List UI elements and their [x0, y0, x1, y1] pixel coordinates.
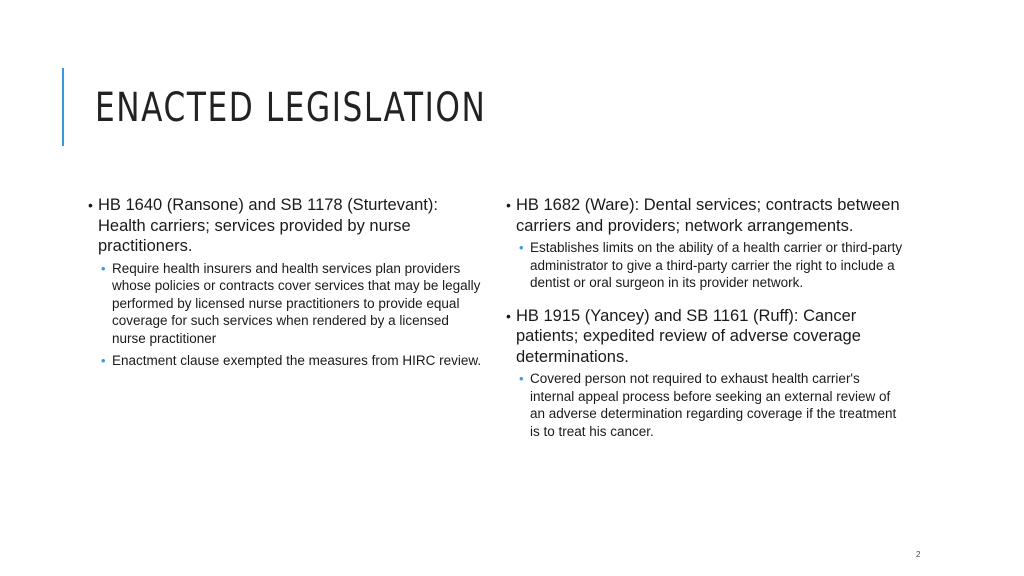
bill-detail — [86, 352, 486, 370]
bill-details — [504, 370, 904, 440]
bill-heading-text: HB 1640 (Ransone) and SB 1178 (Sturtevant): Health carriers; services provided by nurse practitioners. — [98, 196, 438, 255]
bill-heading — [86, 195, 486, 257]
bullet-icon: • — [519, 371, 524, 386]
bill-detail-text: Covered person not required to exhaust health carrier's internal appeal process before seeking an external review of an adverse determination regarding coverage if the treatment is to treat his cancer. — [530, 371, 897, 439]
bill-detail — [504, 239, 904, 292]
slide-title: ENACTED LEGISLATION — [95, 85, 487, 131]
bill-detail — [86, 260, 486, 348]
bullet-icon: • — [519, 240, 524, 255]
bill-detail-text: Enactment clause exempted the measures from HIRC review. — [112, 353, 482, 368]
left-column — [86, 195, 486, 384]
bill-heading-text: HB 1682 (Ware): Dental services; contracts between carriers and providers; network arrangements. — [516, 196, 900, 235]
bullet-icon: • — [101, 260, 106, 276]
bill-details — [504, 239, 904, 292]
bullet-icon: • — [506, 307, 511, 324]
bill-heading — [504, 306, 904, 368]
title-accent-bar — [62, 68, 64, 146]
bill-heading-text: HB 1915 (Yancey) and SB 1161 (Ruff): Cancer patients; expedited review of adverse coverage determinations. — [516, 306, 861, 366]
legislation-item — [86, 195, 486, 370]
page-number: 2 — [916, 550, 921, 559]
bullet-icon: • — [88, 197, 93, 213]
bill-detail-text: Require health insurers and health services plan providers whose policies or contracts cover services that may be legally performed by licensed nurse practitioners to provide equal coverage for such services when rendered by a licensed nurse practitioner — [112, 260, 481, 346]
bullet-icon: • — [101, 353, 106, 368]
legislation-item — [504, 306, 904, 441]
bullet-icon: • — [506, 197, 511, 213]
right-column — [504, 195, 904, 454]
bill-details — [86, 260, 486, 370]
bill-detail-text: Establishes limits on the ability of a health carrier or third-party administrator to give a third-party carrier the right to include a dentist or oral surgeon in its provider network. — [530, 240, 903, 290]
bill-heading — [504, 195, 904, 236]
bill-detail — [504, 370, 904, 440]
legislation-item — [504, 195, 904, 292]
